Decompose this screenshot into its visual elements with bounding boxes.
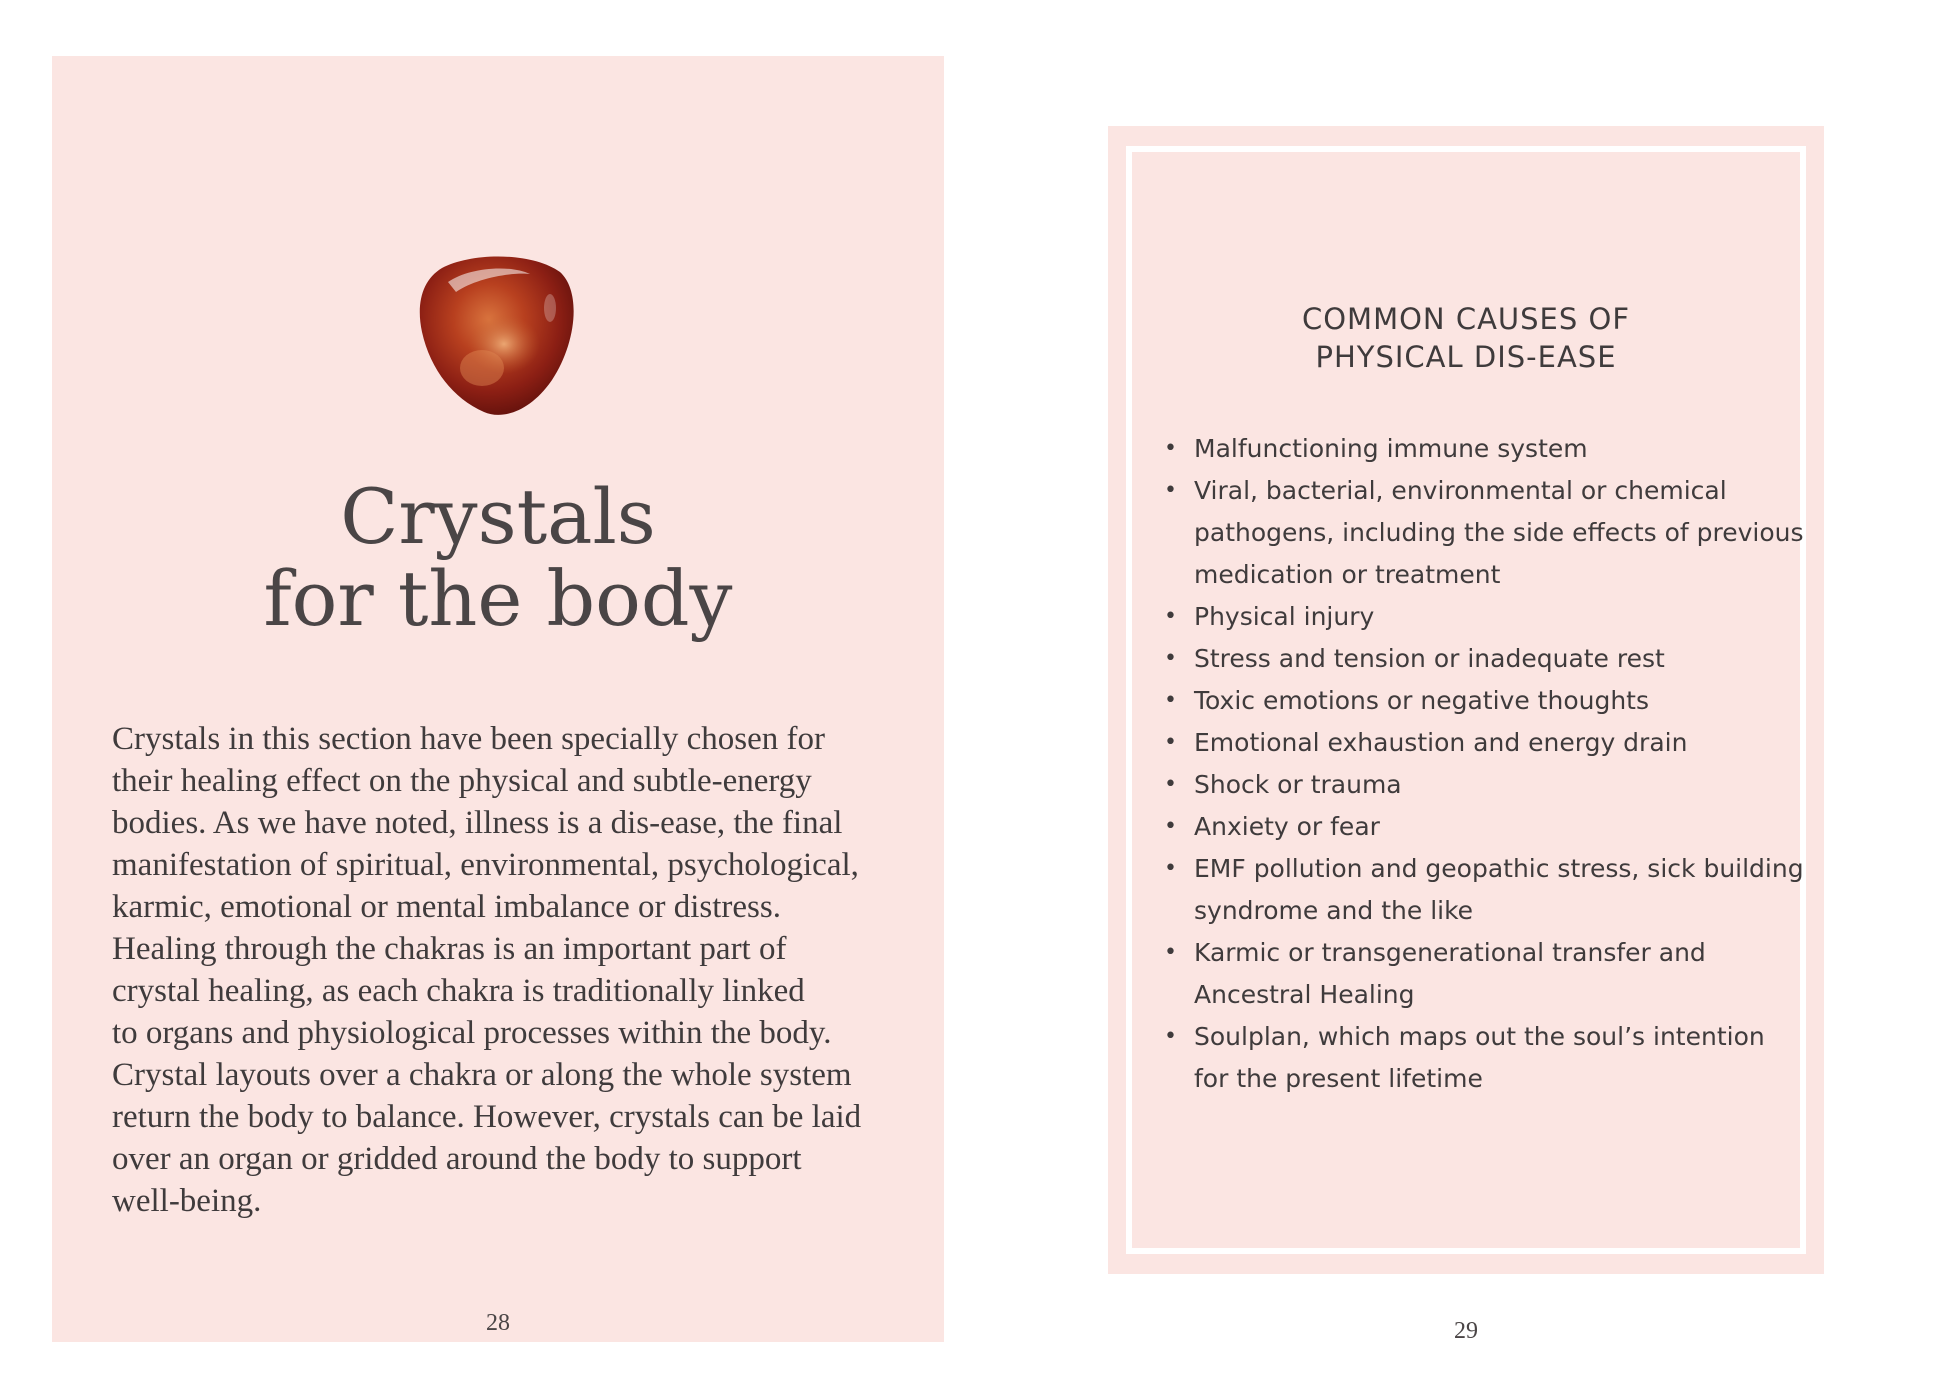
body-line: well-being. xyxy=(112,1183,262,1219)
bullet-icon: • xyxy=(1164,814,1177,839)
bullet-icon: • xyxy=(1164,646,1177,671)
body-line: bodies. As we have noted, illness is a dis-ease, the final xyxy=(112,805,843,841)
bullet-icon: • xyxy=(1164,772,1177,797)
box-heading xyxy=(1108,300,1824,376)
bullet-icon: • xyxy=(1164,688,1177,713)
page-number-right: 29 xyxy=(1454,1318,1478,1344)
body-line: Crystal layouts over a chakra or along the whole system xyxy=(112,1057,852,1093)
cause-text-line: EMF pollution and geopathic stress, sick building xyxy=(1194,854,1804,883)
cause-text-line: Shock or trauma xyxy=(1194,770,1402,799)
cause-text-line: Viral, bacterial, environmental or chemical xyxy=(1194,476,1727,505)
cause-text-line: Toxic emotions or negative thoughts xyxy=(1194,686,1650,715)
cause-list-item xyxy=(1164,764,1804,806)
cause-text-line: Emotional exhaustion and energy drain xyxy=(1194,728,1688,757)
body-line: crystal healing, as each chakra is traditionally linked xyxy=(112,973,805,1009)
body-line: karmic, emotional or mental imbalance or distress. xyxy=(112,889,781,925)
cause-text-line: Karmic or transgenerational transfer and xyxy=(1194,938,1706,967)
cause-text-line: Ancestral Healing xyxy=(1194,980,1415,1009)
cause-text-line: syndrome and the like xyxy=(1194,896,1474,925)
cause-text-line: pathogens, including the side effects of previous xyxy=(1194,518,1804,547)
cause-list-item xyxy=(1164,932,1804,1016)
bullet-icon: • xyxy=(1164,856,1177,881)
bullet-icon: • xyxy=(1164,604,1177,629)
cause-list-item xyxy=(1164,806,1804,848)
title-line-2: for the body xyxy=(263,554,733,643)
cause-list-item xyxy=(1164,1016,1804,1100)
cause-text-line: Soulplan, which maps out the soul’s intention xyxy=(1194,1022,1765,1051)
cause-list-item xyxy=(1164,428,1804,470)
heading-line-1: COMMON CAUSES OF xyxy=(1301,302,1631,336)
cause-list-item xyxy=(1164,470,1804,596)
causes-list xyxy=(1164,428,1804,1100)
body-line: return the body to balance. However, crystals can be laid xyxy=(112,1099,862,1135)
body-line: their healing effect on the physical and subtle-energy xyxy=(112,763,812,799)
heading-line-2: PHYSICAL DIS-EASE xyxy=(1315,340,1617,374)
cause-text-line: Anxiety or fear xyxy=(1194,812,1380,841)
body-paragraph xyxy=(112,718,912,1222)
bullet-icon: • xyxy=(1164,730,1177,755)
body-line: to organs and physiological processes within the body. xyxy=(112,1015,832,1051)
body-line: manifestation of spiritual, environmental, psychological, xyxy=(112,847,859,883)
cause-text-line: Physical injury xyxy=(1194,602,1375,631)
cause-text-line: medication or treatment xyxy=(1194,560,1501,589)
bullet-icon: • xyxy=(1164,478,1177,503)
left-page xyxy=(52,56,944,1342)
page-number-left: 28 xyxy=(486,1310,510,1336)
bullet-icon: • xyxy=(1164,1024,1177,1049)
cause-list-item xyxy=(1164,722,1804,764)
red-crystal-stone-icon xyxy=(412,248,580,420)
bullet-icon: • xyxy=(1164,940,1177,965)
cause-text-line: Stress and tension or inadequate rest xyxy=(1194,644,1665,673)
right-page-box xyxy=(1108,126,1824,1274)
cause-text-line: for the present lifetime xyxy=(1194,1064,1483,1093)
cause-list-item xyxy=(1164,596,1804,638)
body-line: over an organ or gridded around the body to support xyxy=(112,1141,802,1177)
body-line: Crystals in this section have been specially chosen for xyxy=(112,721,825,757)
cause-list-item xyxy=(1164,638,1804,680)
title-line-1: Crystals xyxy=(340,472,656,561)
bullet-icon: • xyxy=(1164,436,1177,461)
cause-text-line: Malfunctioning immune system xyxy=(1194,434,1588,463)
page-title xyxy=(52,472,944,643)
cause-list-item xyxy=(1164,848,1804,932)
cause-list-item xyxy=(1164,680,1804,722)
body-line: Healing through the chakras is an important part of xyxy=(112,931,787,967)
